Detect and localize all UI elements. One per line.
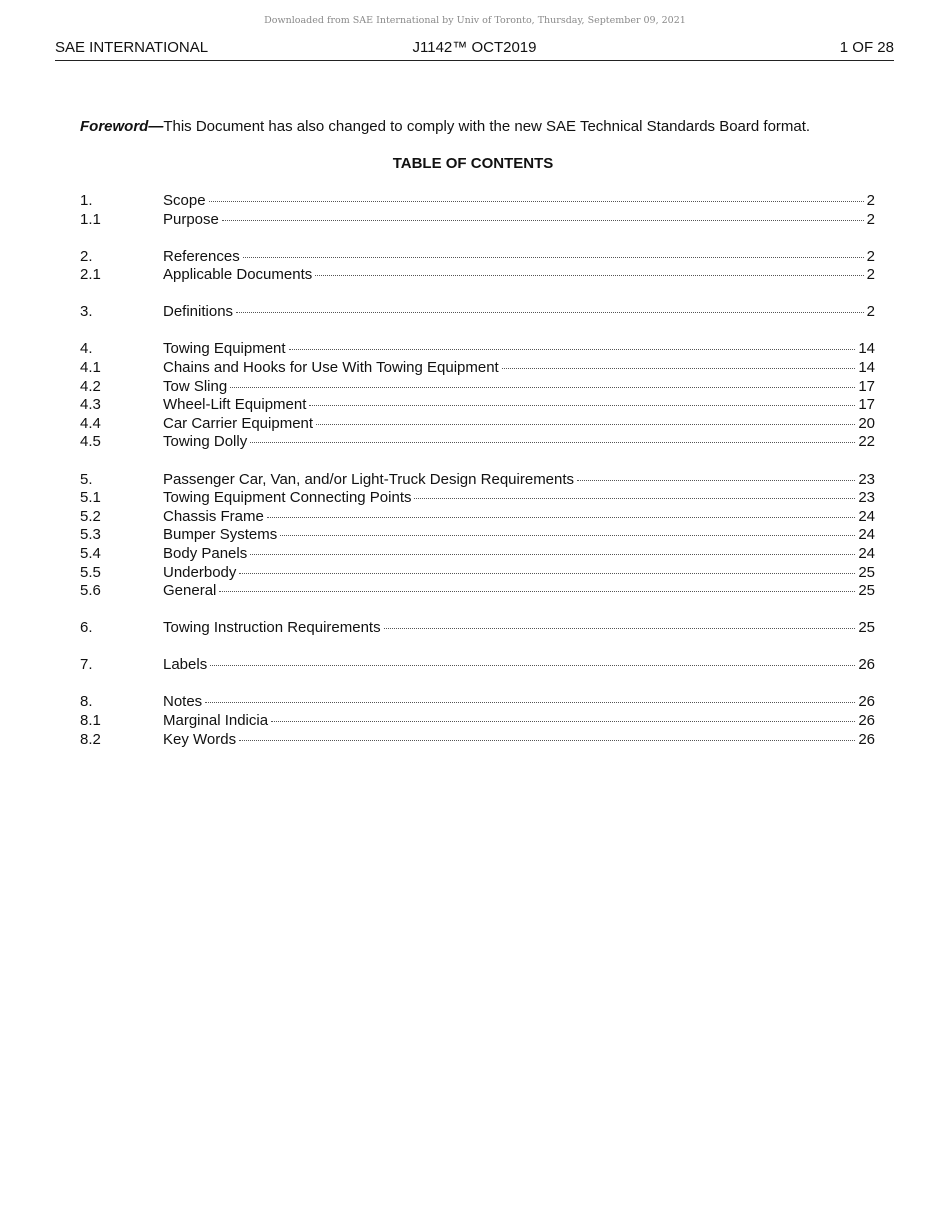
toc-entry[interactable] [80,693,875,712]
toc-entry-line [163,211,875,230]
toc-entry-title: Definitions [163,303,234,321]
toc-entry-number: 5.3 [80,526,101,544]
dot-leader [219,590,855,592]
toc-entry-title: Chassis Frame [163,507,264,525]
toc-entry-title: General [163,582,217,600]
toc-entry-title: Applicable Documents [163,266,313,284]
dot-leader [209,200,864,202]
toc-entry-number: 6. [80,619,93,637]
toc-entry-page: 26 [858,730,875,748]
toc-entry-number: 4.5 [80,433,101,451]
toc-entry-line [163,192,875,211]
toc-entry-page: 2 [866,266,875,284]
toc-entry-line [163,378,875,397]
dot-leader [230,386,855,388]
dot-leader [250,441,855,443]
toc-entry-title: Chains and Hooks for Use With Towing Equipment [163,359,499,377]
toc-entry-page: 22 [858,433,875,451]
dot-leader [289,348,856,350]
toc-entry[interactable] [80,303,875,322]
toc-entry-number: 1.1 [80,210,101,228]
toc-section-group [80,340,875,452]
dot-leader [250,553,855,555]
toc-entry-number: 5. [80,470,93,488]
dot-leader [271,720,855,722]
foreword-text: This Document has also changed to comply with the new SAE Technical Standards Board format. [163,118,811,135]
toc-entry-title: Marginal Indicia [163,711,269,729]
toc-entry-page: 24 [858,526,875,544]
toc-entry[interactable] [80,211,875,230]
dot-leader [267,516,855,518]
toc-entry[interactable] [80,433,875,452]
toc-entry-page: 2 [866,247,875,265]
toc-entry-number: 4.4 [80,414,101,432]
toc-entry-line [163,545,875,564]
dot-leader [210,664,855,666]
toc-entry-page: 26 [858,656,875,674]
download-watermark: Downloaded from SAE International by Univ of Toronto, Thursday, September 09, 2021 [264,15,686,26]
toc-entry-line [163,303,875,322]
toc-entry[interactable] [80,619,875,638]
dot-leader [316,423,855,425]
toc-entry[interactable] [80,582,875,601]
toc-entry-title: Car Carrier Equipment [163,414,314,432]
toc-entry-line [163,582,875,601]
toc-entry[interactable] [80,564,875,583]
toc-section-group [80,303,875,322]
toc-entry[interactable] [80,526,875,545]
toc-entry[interactable] [80,545,875,564]
toc-entry-number: 3. [80,303,93,321]
toc-entry-page: 2 [866,192,875,209]
dot-leader [577,479,855,481]
toc-entry-title: Purpose [163,210,219,228]
toc-entry[interactable] [80,656,875,675]
toc-entry-title: References [163,247,240,265]
toc-entry[interactable] [80,266,875,285]
toc-entry-page: 26 [858,711,875,729]
toc-entry[interactable] [80,248,875,267]
toc-section-group [80,471,875,601]
toc-entry[interactable] [80,359,875,378]
toc-entry-page: 24 [858,507,875,525]
toc-entry[interactable] [80,415,875,434]
toc-entry-line [163,731,875,750]
toc-entry-line [163,396,875,415]
toc-entry-page: 23 [858,489,875,507]
toc-entry-number: 2.1 [80,266,101,284]
dot-leader [205,701,855,703]
toc-entry-number: 2. [80,247,93,265]
toc-entry[interactable] [80,396,875,415]
toc-entry-line [163,656,875,675]
table-of-contents [80,192,875,768]
toc-entry-title: Towing Dolly [163,433,248,451]
toc-entry-number: 1. [80,192,93,209]
dot-leader [243,256,864,258]
toc-entry-title: Body Panels [163,544,248,562]
toc-entry-line [163,415,875,434]
toc-section-group [80,248,875,285]
toc-entry-line [163,489,875,508]
toc-entry[interactable] [80,731,875,750]
toc-entry-page: 24 [858,544,875,562]
toc-entry-title: Underbody [163,563,237,581]
toc-section-group [80,693,875,749]
toc-entry-number: 5.1 [80,489,101,507]
toc-entry-title: Towing Equipment [163,340,286,358]
toc-entry-line [163,471,875,490]
publisher-name: SAE INTERNATIONAL [55,39,209,56]
page-indicator: 1 OF 28 [839,39,894,56]
toc-section-group [80,619,875,638]
dot-leader [239,739,855,741]
toc-entry-line [163,433,875,452]
document-id: J1142™ OCT2019 [412,39,537,56]
toc-section-group [80,656,875,675]
dot-leader [222,219,864,221]
running-header [55,38,894,61]
toc-entry-title: Wheel-Lift Equipment [163,396,307,414]
toc-entry-page: 17 [858,377,875,395]
toc-entry-title: Labels [163,656,208,674]
toc-entry-page: 20 [858,414,875,432]
toc-entry-page: 14 [858,359,875,377]
toc-entry-page: 25 [858,619,875,637]
toc-entry-number: 8.1 [80,711,101,729]
foreword-label: Foreword— [80,118,164,135]
dot-leader [239,572,855,574]
toc-entry-page: 25 [858,582,875,600]
toc-entry-title: Notes [163,693,203,711]
toc-entry-line [163,266,875,285]
toc-entry-line [163,619,875,638]
toc-entry-number: 5.2 [80,507,101,525]
toc-entry-title: Towing Instruction Requirements [163,619,381,637]
toc-entry-page: 2 [866,303,875,321]
toc-entry-page: 14 [858,340,875,358]
toc-entry-number: 8. [80,693,93,711]
toc-entry[interactable] [80,712,875,731]
toc-entry-page: 2 [866,210,875,228]
dot-leader [280,534,855,536]
toc-entry-line [163,693,875,712]
toc-entry-title: Tow Sling [163,377,228,395]
foreword-paragraph [80,118,880,135]
toc-entry-number: 5.4 [80,544,101,562]
toc-entry-number: 4.1 [80,359,101,377]
toc-entry[interactable] [80,192,875,211]
toc-entry-line [163,712,875,731]
toc-entry[interactable] [80,508,875,527]
toc-entry-page: 25 [858,563,875,581]
toc-entry-line [163,359,875,378]
toc-entry-number: 4.3 [80,396,101,414]
dot-leader [315,274,863,276]
toc-entry-line [163,340,875,359]
toc-entry-page: 23 [858,470,875,488]
toc-entry[interactable] [80,340,875,359]
toc-entry[interactable] [80,489,875,508]
dot-leader [236,311,864,313]
toc-entry-title: Scope [163,192,206,209]
toc-entry-title: Key Words [163,730,237,748]
dot-leader [414,497,855,499]
toc-entry-title: Bumper Systems [163,526,278,544]
toc-section-group [80,192,875,229]
toc-entry-title: Towing Equipment Connecting Points [163,489,412,507]
toc-entry-number: 5.5 [80,563,101,581]
toc-entry[interactable] [80,378,875,397]
toc-entry-number: 4.2 [80,377,101,395]
dot-leader [384,627,856,629]
toc-entry-line [163,248,875,267]
dot-leader [309,404,855,406]
toc-entry-line [163,526,875,545]
toc-entry-line [163,508,875,527]
toc-entry[interactable] [80,471,875,490]
toc-entry-line [163,564,875,583]
toc-entry-number: 7. [80,656,93,674]
toc-entry-title: Passenger Car, Van, and/or Light-Truck Design Requirements [163,470,575,488]
toc-entry-page: 17 [858,396,875,414]
toc-entry-number: 4. [80,340,93,358]
toc-title: TABLE OF CONTENTS [392,155,554,172]
dot-leader [502,367,856,369]
toc-entry-number: 8.2 [80,730,101,748]
toc-entry-number: 5.6 [80,582,101,600]
toc-entry-page: 26 [858,693,875,711]
